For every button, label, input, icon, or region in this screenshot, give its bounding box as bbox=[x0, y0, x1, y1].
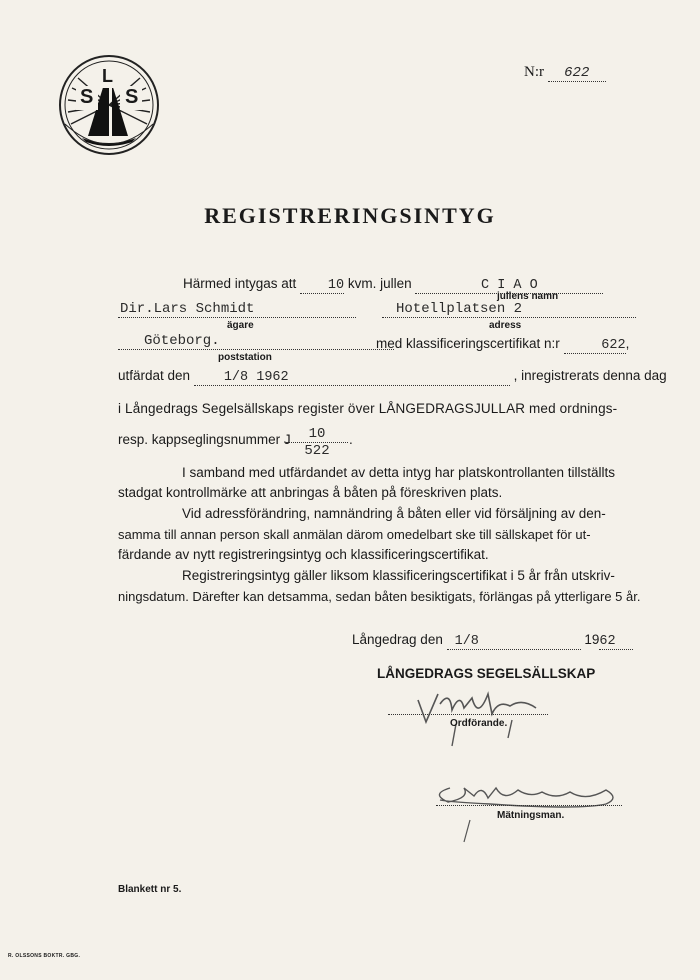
register-line: i Långedrags Segelsällskaps register över LÅNGEDRAGSJULLAR med ordnings- bbox=[118, 401, 618, 416]
p2-line-1: Vid adressförändring, namnändring å båten eller vid försäljning av den- bbox=[182, 506, 606, 521]
logo-letter-left: S bbox=[80, 86, 94, 108]
line1-mid: kvm. jullen bbox=[347, 276, 412, 291]
certificate-number bbox=[524, 64, 606, 82]
measurer-signature-icon bbox=[430, 774, 630, 844]
society-name: LÅNGEDRAGS SEGELSÄLLSKAP bbox=[377, 666, 596, 681]
p1-line-2: stadgat kontrollmärke att anbringas å båten på föreskriven plats. bbox=[118, 485, 503, 500]
year-value: 62 bbox=[599, 634, 633, 650]
date-line bbox=[352, 632, 633, 650]
issued-line bbox=[118, 368, 667, 386]
society-logo bbox=[58, 54, 160, 156]
chairman-signature bbox=[390, 680, 570, 750]
issued-label: utfärdat den bbox=[118, 368, 191, 383]
city-value: Göteborg. bbox=[118, 333, 394, 350]
address-value: Hotellplatsen 2 bbox=[382, 301, 636, 318]
owner-caption: ägare bbox=[227, 320, 254, 331]
boat-name-caption: jullens namn bbox=[497, 291, 559, 302]
chairman-signature-icon bbox=[390, 680, 570, 750]
place-label: Långedrag den bbox=[352, 632, 443, 647]
line1-prefix: Härmed intygas att bbox=[183, 276, 297, 291]
chairman-label: Ordförande. bbox=[450, 718, 508, 729]
registered-text: , inregistrerats denna dag bbox=[513, 368, 667, 383]
logo-letter-top: L bbox=[102, 66, 113, 86]
length-value: 10 bbox=[300, 278, 344, 294]
issued-value: 1/8 1962 bbox=[194, 370, 510, 386]
year-prefix: 19 bbox=[584, 632, 600, 647]
logo-letter-right: S bbox=[125, 86, 139, 108]
race-bottom: 522 bbox=[304, 443, 330, 459]
city-caption: poststation bbox=[218, 352, 272, 363]
p2-line-2: samma till annan person skall anmälan därom omedelbart ske till sällskapet för ut- bbox=[118, 527, 591, 542]
race-top: 10 bbox=[286, 426, 348, 443]
p3-line-1: Registreringsintyg gäller liksom klassificeringscertifikat i 5 år från utskriv- bbox=[182, 568, 615, 583]
date-value: 1/8 bbox=[447, 634, 581, 650]
printer-mark: R. OLSSONS BOKTR. GBG. bbox=[8, 953, 81, 959]
cert-value: 622 bbox=[564, 338, 626, 354]
page-title: REGISTRERINGSINTYG bbox=[204, 203, 496, 228]
number-value: 622 bbox=[548, 65, 606, 82]
p1-line-1: I samband med utfärdandet av detta intyg har platskontrollanten tillställts bbox=[182, 465, 615, 480]
measurer-signature bbox=[430, 774, 630, 844]
address-caption: adress bbox=[489, 320, 522, 331]
boat-name: C I A O bbox=[415, 278, 603, 294]
race-line bbox=[118, 432, 291, 447]
form-number: Blankett nr 5. bbox=[118, 884, 182, 895]
p2-line-3: färdande av nytt registreringsintyg och klassificeringscertifikat. bbox=[118, 547, 489, 562]
measurer-label: Mätningsman. bbox=[497, 810, 565, 821]
owner-value: Dir.Lars Schmidt bbox=[118, 301, 356, 318]
cert-line: med klassificeringscertifikat n:r 622, bbox=[376, 336, 630, 353]
cert-label: med klassificeringscertifikat n:r bbox=[376, 336, 560, 351]
race-label: resp. kappseglingsnummer J bbox=[118, 432, 291, 447]
p3-line-2: ningsdatum. Därefter kan detsamma, sedan båten besiktigats, förlängas på ytterligare 5 år. bbox=[118, 589, 641, 604]
number-label: N:r bbox=[524, 64, 544, 80]
